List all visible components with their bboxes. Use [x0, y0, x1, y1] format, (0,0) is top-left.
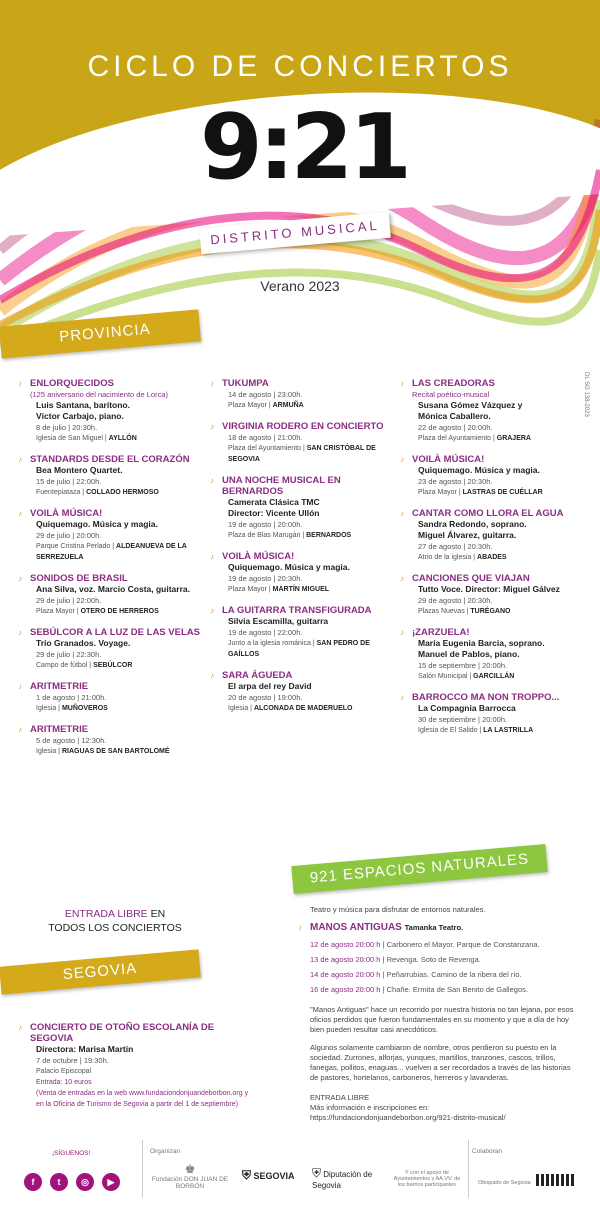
- event-item: [18, 724, 215, 757]
- event-date: 1 de agosto | 21:00h.: [36, 693, 107, 702]
- event-item: [210, 605, 397, 660]
- events-column-3: [400, 378, 587, 746]
- naturales-intro: Teatro y música para disfrutar de entornos naturales.: [310, 905, 486, 914]
- ribbon-segovia: SEGOVIA: [0, 949, 201, 994]
- event-title: ♪ UNA NOCHE MUSICAL EN BERNARDOS: [210, 475, 341, 497]
- event-title: ♪ ARITMETRIE: [18, 681, 89, 692]
- event-date: 22 de agosto | 20:00h.: [418, 423, 493, 432]
- event-title: ♪ CANTAR COMO LLORA EL AGUA: [400, 508, 564, 519]
- event-place: Plaza Mayor | ARMUÑA: [228, 402, 304, 409]
- event-date: 27 de agosto | 20:30h.: [418, 542, 493, 551]
- events-column-1: [18, 378, 215, 767]
- event-title: ♪ SONIDOS DE BRASIL: [18, 573, 128, 584]
- event-place: Plazas Nuevas | TURÉGANO: [418, 608, 511, 615]
- event-date: 19 de agosto | 20:30h.: [228, 574, 303, 583]
- event-place: Junto a la iglesia románica | SAN PEDRO DE GAÍLLOS: [228, 640, 370, 658]
- free-entry-line2: TODOS LOS CONCIERTOS: [48, 922, 182, 934]
- event-item: [210, 378, 397, 411]
- diputacion-logo: ⛨ Diputación de Segovia: [312, 1166, 373, 1190]
- event-title: ♪ STANDARDS DESDE EL CORAZÓN: [18, 454, 190, 465]
- naturales-url-link[interactable]: https://fundaciondonjuandeborbon.org/921-distrito-musical/: [310, 1113, 506, 1122]
- season-label: Verano 2023: [260, 278, 340, 294]
- event-title: ♪ ENLORQUECIDOS: [18, 378, 114, 389]
- event-performer: Quiquemago. Música y magia.: [36, 519, 158, 529]
- follow-us-label: ¡SÍGUENOS!: [52, 1150, 91, 1157]
- event-place: Campo de fútbol | SEBÚLCOR: [36, 662, 133, 669]
- event-title: ♪ LA GUITARRA TRANSFIGURADA: [210, 605, 372, 616]
- segovia-event-title: ♪ CONCIERTO DE OTOÑO ESCOLANÍA DE SEGOVIA: [18, 1022, 215, 1044]
- segovia-event: [18, 1022, 250, 1110]
- music-note-icon: ♪: [18, 628, 22, 637]
- naturales-desc-2: Algunos solamente cambiaron de nombre, otros perdieron su puesto en la sociedad. Zurrones, alforjas, yunques, martillos, tranzones, cascos, trillos, fanegas, pollitos, enaguas... vuelven a ser recordados a través de las historias de pastores, hortelanos, carboneros, herreros y lavanderas.: [310, 1043, 571, 1082]
- legal-deposit-code: DL SG 138-2023: [583, 372, 589, 417]
- event-performer: Víctor Carbajo, piano.: [36, 411, 124, 421]
- music-note-icon: ♪: [210, 606, 214, 615]
- colaborador-logo: [536, 1174, 574, 1186]
- event-place: Plaza de Blas Marugán | BERNARDOS: [228, 532, 352, 539]
- music-note-icon: ♪: [400, 509, 404, 518]
- segovia-event-place: Palacio Episcopal: [36, 1068, 92, 1075]
- event-date: 30 de septiembre | 20:00h.: [418, 715, 508, 724]
- apoyo-text: Y con el apoyo de Ayuntamientos y AA.VV. de los barrios participantes: [393, 1170, 461, 1188]
- events-column-2: [210, 378, 397, 724]
- event-place: Plaza Mayor | LASTRAS DE CUÉLLAR: [418, 489, 543, 496]
- event-date: 14 de agosto | 23:00h.: [228, 390, 303, 399]
- naturales-date-row: 14 de agosto 20:00 h | Peñarrubias. Camino de la ribera del río.: [310, 970, 522, 979]
- naturales-desc-1: "Manos Antiguas" hace un recorrido por nuestra historia no tan lejana, por esos oficios perdidos que fueron fundamentales en su momento y que a día de hoy bien pueden resultar casi anecdóticos.: [310, 1005, 574, 1034]
- event-title: ♪ VOILÀ MÚSICA!: [18, 508, 103, 519]
- naturales-date-row: 13 de agosto 20:00 h | Revenga. Soto de Revenga.: [310, 955, 481, 964]
- music-note-icon: ♪: [210, 476, 214, 485]
- obispado-logo: Obispado de Segovia: [478, 1180, 531, 1186]
- segovia-logo: ⛨ SEGOVIA: [242, 1168, 295, 1182]
- event-title: ♪ LAS CREADORAS: [400, 378, 495, 389]
- event-performer: Susana Gómez Vázquez y: [418, 400, 523, 410]
- event-performer: Tutto Voce. Director: Miguel Gálvez: [418, 584, 560, 594]
- event-item: [400, 627, 587, 682]
- event-item: [400, 378, 587, 444]
- event-title: ♪ VOILÀ MÚSICA!: [210, 551, 295, 562]
- event-place: Salón Municipal | GARCILLÁN: [418, 673, 515, 680]
- event-performer: Miguel Álvarez, guitarra.: [418, 530, 517, 540]
- event-date: 8 de julio | 20:30h.: [36, 423, 98, 432]
- facebook-icon[interactable]: f: [24, 1173, 42, 1191]
- event-performer: Camerata Clásica TMC: [228, 497, 320, 507]
- event-item: [18, 627, 215, 671]
- naturales-date-row: 12 de agosto 20:00 h | Carbonero el Mayor. Parque de Constanzana.: [310, 940, 540, 949]
- event-date: 23 de agosto | 20:30h.: [418, 477, 493, 486]
- event-title: ♪ SEBÚLCOR A LA LUZ DE LAS VELAS: [18, 627, 200, 638]
- event-title: ♪ VOILÀ MÚSICA!: [400, 454, 485, 465]
- free-entry-highlight: ENTRADA LIBRE: [64, 908, 148, 920]
- naturales-dates: [310, 937, 580, 997]
- colaboran-label: Colaboran: [472, 1148, 502, 1155]
- event-title: ♪ BARROCCO MA NON TROPPO...: [400, 692, 560, 703]
- event-performer: Director: Vicente Ullón: [228, 508, 320, 518]
- logo-921: 9:21: [200, 95, 408, 200]
- event-title: ♪ TUKUMPA: [210, 378, 269, 389]
- event-place: Atrio de la iglesia | ABADES: [418, 554, 507, 561]
- ribbon-espacios-naturales: 921 ESPACIOS NATURALES: [291, 844, 547, 894]
- music-note-icon: ♪: [400, 628, 404, 637]
- event-date: 29 de julio | 22:00h.: [36, 596, 102, 605]
- event-item: [18, 378, 215, 444]
- event-item: [18, 681, 215, 714]
- ribbon-provincia: PROVINCIA: [0, 309, 201, 358]
- page-title: CICLO DE CONCIERTOS: [87, 50, 513, 83]
- youtube-icon[interactable]: ▶: [102, 1173, 120, 1191]
- event-performer: Sandra Redondo, soprano.: [418, 519, 527, 529]
- instagram-icon[interactable]: ◎: [76, 1173, 94, 1191]
- naturales-entrada: ENTRADA LIBRE: [310, 1093, 370, 1102]
- music-note-icon: ♪: [210, 379, 214, 388]
- music-note-icon: ♪: [18, 509, 22, 518]
- event-performer: María Eugenia Barcia, soprano.: [418, 638, 545, 648]
- event-performer: Manuel de Pablos, piano.: [418, 649, 520, 659]
- event-item: [400, 454, 587, 498]
- event-item: [18, 454, 215, 498]
- music-note-icon: ♪: [210, 552, 214, 561]
- event-performer: Bea Montero Quartet.: [36, 465, 123, 475]
- segovia-event-date: 7 de octubre | 19:30h.: [36, 1056, 109, 1065]
- manos-antiguas-title: ♪ MANOS ANTIGUAS Tamanka Teatro.: [298, 922, 464, 933]
- free-entry-en: EN: [150, 908, 166, 920]
- event-performer: Silvia Escamilla, guitarra: [228, 616, 329, 626]
- event-item: [400, 573, 587, 617]
- music-note-icon: ♪: [210, 671, 214, 680]
- event-item: [400, 508, 587, 563]
- music-note-icon: ♪: [18, 574, 22, 583]
- event-place: Iglesia de El Salido | LA LASTRILLA: [418, 727, 534, 734]
- music-note-icon: ♪: [18, 1023, 22, 1032]
- event-subtitle: Recital poético-musical: [412, 390, 490, 399]
- event-place: Parque Cristina Perlado | ALDEANUEVA DE LA SERREZUELA: [36, 543, 187, 561]
- event-performer: Quiquemago. Música y magia.: [228, 562, 350, 572]
- music-note-icon: ♪: [400, 693, 404, 702]
- event-performer: La Compagnia Barrocca: [418, 703, 516, 713]
- music-note-icon: ♪: [18, 725, 22, 734]
- naturales-date-row: 16 de agosto 20:00 h | Chañe. Ermita de San Benito de Gallegos.: [310, 985, 528, 994]
- twitter-icon[interactable]: t: [50, 1173, 68, 1191]
- music-note-icon: ♪: [400, 379, 404, 388]
- event-item: [210, 670, 397, 714]
- free-entry-notice: [40, 907, 190, 935]
- event-item: [400, 692, 587, 736]
- footer-divider: [142, 1140, 143, 1198]
- event-place: Plaza Mayor | OTERO DE HERREROS: [36, 608, 159, 615]
- distrito-musical-label: DISTRITO MUSICAL: [199, 212, 391, 254]
- event-item: [18, 573, 215, 617]
- event-place: Fuentepiataza | COLLADO HERMOSO: [36, 489, 159, 496]
- organizan-label: Organizan: [150, 1148, 180, 1155]
- music-note-icon: ♪: [298, 923, 302, 932]
- naturales-info: Más información e inscripciones en:: [310, 1103, 430, 1112]
- event-title: ♪ VIRGINIA RODERO EN CONCIERTO: [210, 421, 384, 432]
- event-title: ♪ ARITMETRIE: [18, 724, 89, 735]
- event-date: 29 de agosto | 20:30h.: [418, 596, 493, 605]
- event-date: 29 de julio | 20:00h.: [36, 531, 102, 540]
- event-performer: Ana Silva, voz. Marcio Costa, guitarra.: [36, 584, 190, 594]
- event-item: [18, 508, 215, 563]
- event-title: ♪ SARA ÁGUEDA: [210, 670, 293, 681]
- event-item: [210, 421, 397, 465]
- event-performer: Luis Santana, barítono.: [36, 400, 130, 410]
- event-place: Iglesia | RIAGUAS DE SAN BARTOLOMÉ: [36, 748, 170, 755]
- event-item: [210, 551, 397, 595]
- event-date: 18 de agosto | 21:00h.: [228, 433, 303, 442]
- event-place: Iglesia de San Miguel | AYLLÓN: [36, 435, 137, 442]
- event-performer: Mónica Caballero.: [418, 411, 491, 421]
- event-performer: Quiquemago. Música y magia.: [418, 465, 540, 475]
- event-place: Plaza del Ayuntamiento | GRAJERA: [418, 435, 531, 442]
- fundacion-logo: ♚ Fundación DON JUAN DE BORBÓN: [151, 1162, 229, 1190]
- event-place: Iglesia | MUÑOVEROS: [36, 705, 108, 712]
- music-note-icon: ♪: [18, 682, 22, 691]
- music-note-icon: ♪: [210, 422, 214, 431]
- event-title: ♪ ¡ZARZUELA!: [400, 627, 470, 638]
- event-place: Plaza del Ayuntamiento | SAN CRISTÓBAL DE SEGOVIA: [228, 445, 376, 463]
- event-place: Plaza Mayor | MARTÍN MIGUEL: [228, 586, 330, 593]
- event-date: 19 de agosto | 22:00h.: [228, 628, 303, 637]
- segovia-event-price: Entrada: 10 euros: [36, 1079, 92, 1086]
- event-performer: El arpa del rey David: [228, 681, 312, 691]
- event-place: Iglesia | ALCONADA DE MADERUELO: [228, 705, 353, 712]
- event-subtitle: (125 aniversario del nacimiento de Lorca): [30, 390, 168, 399]
- footer-divider: [468, 1140, 469, 1198]
- event-date: 5 de agosto | 12:30h.: [36, 736, 107, 745]
- music-note-icon: ♪: [18, 455, 22, 464]
- event-date: 15 de septiembre | 20:00h.: [418, 661, 508, 670]
- event-title: ♪ CANCIONES QUE VIAJAN: [400, 573, 530, 584]
- event-date: 29 de julio | 22:30h.: [36, 650, 102, 659]
- music-note-icon: ♪: [400, 455, 404, 464]
- segovia-event-sale-info: (Venta de entradas en la web www.fundaciondonjuandeborbon.org y en la Oficina de Turismo de Segovia a partir del 1 de septiembre): [36, 1090, 249, 1108]
- segovia-event-director: Directora: Marisa Martín: [36, 1044, 134, 1054]
- event-date: 15 de julio | 22:00h.: [36, 477, 102, 486]
- music-note-icon: ♪: [400, 574, 404, 583]
- event-item: [210, 475, 397, 541]
- event-date: 19 de agosto | 20:00h.: [228, 520, 303, 529]
- music-note-icon: ♪: [18, 379, 22, 388]
- event-performer: Trío Granados. Voyage.: [36, 638, 131, 648]
- naturales-section: [298, 905, 580, 1123]
- event-date: 20 de agosto | 19:00h.: [228, 693, 303, 702]
